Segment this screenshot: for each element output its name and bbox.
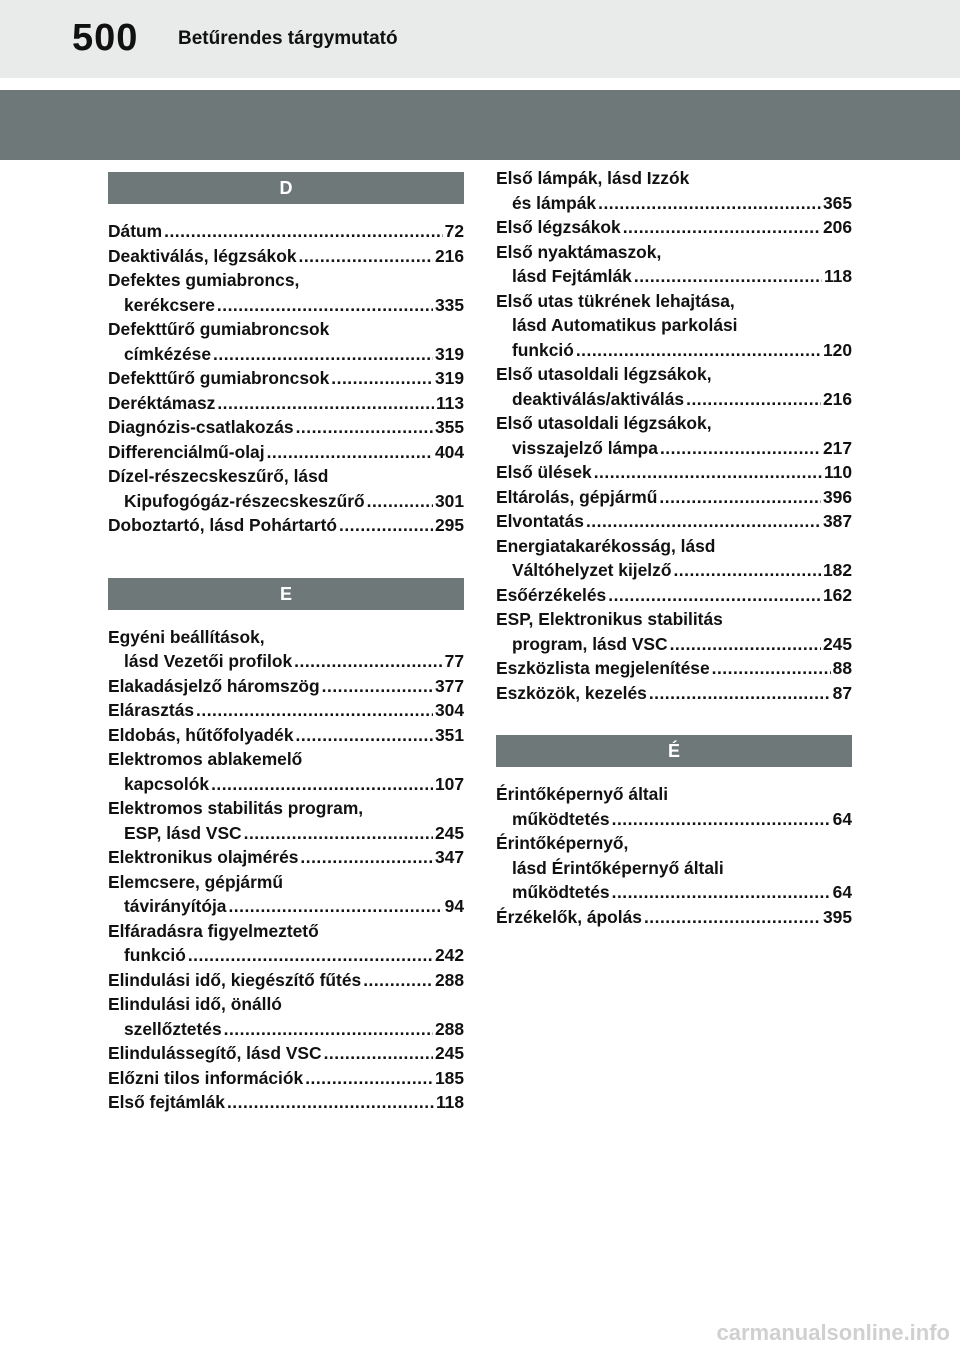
dot-leader [686,387,821,412]
entry-page-number[interactable]: 377 [434,675,464,696]
entry-line [496,558,852,583]
index-entry [108,674,464,699]
entry-line [108,845,464,870]
entry-line [496,856,852,881]
entry-text: Első lámpák, lásd Izzók [496,168,690,188]
entry-page-number[interactable]: 355 [434,417,464,437]
entry-line [496,387,852,412]
entry-page-number[interactable]: 64 [832,808,852,829]
entry-page-number[interactable]: 94 [444,896,464,916]
entry-text: Elindulási idő, önálló [108,994,282,1014]
entry-text: Érzékelők, ápolás [496,906,642,927]
dot-leader [217,391,434,416]
entry-line [496,681,852,706]
entry-text: Elektronikus olajmérés [108,847,299,867]
entry-page-number[interactable]: 347 [434,847,464,867]
index-entry [496,411,852,460]
entry-line [108,244,464,269]
entry-line [108,464,464,489]
entry-text: Diagnózis-csatlakozás [108,417,294,437]
entry-page-number[interactable]: 107 [434,773,464,794]
entry-page-number[interactable]: 64 [832,882,852,902]
entry-line [108,391,464,416]
section-header: É [496,735,852,767]
entry-text: Eldobás, hűtőfolyadék [108,724,294,745]
entry-line [108,440,464,465]
entry-line [496,807,852,832]
dot-leader [164,219,443,244]
entry-line [496,485,852,510]
dot-leader [670,632,821,657]
entry-line [496,607,852,632]
index-entry [496,289,852,363]
dot-leader [659,485,821,510]
index-entry [108,244,464,269]
entry-line [108,489,464,514]
index-entry [496,831,852,905]
entry-text: Differenciálmű-olaj [108,441,265,462]
entry-text: Deaktiválás, légzsákok [108,245,297,266]
index-entry [108,513,464,538]
index-entry [108,1066,464,1091]
entry-page-number[interactable]: 245 [822,633,852,654]
entry-page-number[interactable]: 351 [434,724,464,745]
entry-page-number[interactable]: 113 [435,392,464,413]
entry-line [108,366,464,391]
entry-line [496,338,852,363]
entry-line [108,625,464,650]
entry-text: Elektromos ablakemelő [108,749,303,769]
entry-text: Eszközök, kezelés [496,682,647,703]
entry-text: visszajelző lámpa [512,437,658,458]
entry-page-number[interactable]: 77 [444,651,464,671]
entry-page-number[interactable]: 245 [434,1043,464,1063]
index-column-right [496,166,852,929]
dot-leader [294,649,443,674]
dot-leader [586,509,821,534]
entry-text: Előzni tilos információk [108,1067,304,1088]
section-header: E [108,578,464,610]
entry-text: funkció [124,945,186,965]
entry-text: Első légzsákok [496,217,621,237]
dot-leader [299,244,433,269]
entry-text: Elakadásjelző háromszög [108,675,320,696]
entry-text: Doboztartó, lásd Pohártartó [108,515,337,535]
entry-text: Elárasztás [108,700,195,720]
dot-leader [339,513,433,538]
dot-leader [594,460,822,485]
entry-text: Elvontatás [496,511,584,531]
entry-line [108,674,464,699]
section-header: D [108,172,464,204]
entry-text: címkézése [124,343,212,364]
entry-text: Elektromos stabilitás program, [108,798,364,818]
entry-text: lásd Érintőképernyő általi [512,857,724,878]
dot-leader [244,821,433,846]
entry-page-number[interactable]: 395 [822,906,852,927]
index-entry [496,240,852,289]
entry-page-number[interactable]: 387 [822,511,852,531]
entry-text: Dátum [108,221,163,241]
entry-line [108,796,464,821]
entry-text: működtetés [512,808,610,829]
entry-text: Érintőképernyő általi [496,784,669,804]
entry-text: Érintőképernyő, [496,833,629,853]
page-number: 500 [72,17,139,59]
index-entry [108,391,464,416]
entry-line [108,747,464,772]
header-band [0,90,960,160]
entry-line [108,870,464,895]
entry-line [108,698,464,723]
entry-page-number[interactable]: 88 [832,658,852,678]
index-entry [496,782,852,831]
index-entry [108,919,464,968]
entry-line [108,513,464,538]
index-entry [108,464,464,513]
index-entry [108,415,464,440]
entry-line [108,1066,464,1091]
entry-page-number[interactable]: 87 [832,682,852,703]
dot-leader [227,1090,434,1115]
entry-text: deaktiválás/aktiválás [512,388,685,409]
entry-line [108,894,464,919]
entry-line [108,1041,464,1066]
entry-text: távirányítója [124,896,227,916]
entry-line [108,919,464,944]
dot-leader [598,191,821,216]
entry-page-number[interactable]: 118 [435,1092,464,1112]
entry-page-number[interactable]: 120 [822,339,852,360]
entry-text: Első utasoldali légzsákok, [496,364,712,384]
entry-line [496,313,852,338]
entry-line [496,166,852,191]
index-entry [496,215,852,240]
index-entry [108,796,464,845]
entry-page-number[interactable]: 245 [434,822,464,843]
entry-line [496,880,852,905]
dot-leader [634,264,822,289]
entry-text: Kipufogógáz-részecskeszűrő [124,490,365,511]
entry-page-number[interactable]: 301 [434,490,464,511]
entry-text: Defekttűrő gumiabroncsok [108,319,330,339]
entry-text: működtetés [512,882,610,902]
dot-leader [322,674,433,699]
entry-line [496,362,852,387]
entry-page-number[interactable]: 110 [823,462,852,482]
index-entry [496,534,852,583]
index-entry [496,460,852,485]
dot-leader [673,558,821,583]
dot-leader [612,807,831,832]
entry-line [108,293,464,318]
index-entry [108,625,464,674]
index-entry [496,656,852,681]
index-column-left [108,166,464,1115]
entry-page-number[interactable]: 206 [822,217,852,237]
dot-leader [296,415,433,440]
index-entry [496,607,852,656]
entry-text: Egyéni beállítások, [108,626,265,647]
entry-page-number[interactable]: 295 [434,515,464,535]
page-header [0,0,960,78]
entry-line [108,943,464,968]
entry-page-number[interactable]: 319 [434,343,464,364]
entry-line [496,411,852,436]
entry-line [496,534,852,559]
index-entry [496,681,852,706]
entry-line [108,268,464,293]
dot-leader [712,656,831,681]
entry-text: Első utas tükrének lehajtása, [496,290,735,311]
index-entry [108,268,464,317]
entry-page-number[interactable]: 216 [434,245,464,266]
dot-leader [612,880,831,905]
dot-leader [224,1017,433,1042]
entry-text: Defektes gumiabroncs, [108,270,300,290]
entry-page-number[interactable]: 216 [822,388,852,409]
dot-leader [217,293,433,318]
entry-page-number[interactable]: 217 [822,437,852,458]
entry-line [496,509,852,534]
watermark: carmanualsonline.info [716,1320,950,1345]
entry-line [108,317,464,342]
dot-leader [608,583,821,608]
index-entry [108,440,464,465]
entry-page-number[interactable]: 288 [434,969,464,990]
index-entry [496,509,852,534]
entry-text: Elindulási idő, kiegészítő fűtés [108,969,362,990]
entry-page-number[interactable]: 182 [822,560,852,580]
entry-line [108,1017,464,1042]
dot-leader [213,342,433,367]
index-entry [108,1041,464,1066]
entry-text: Dízel-részecskeszűrő, lásd [108,466,329,486]
dot-leader [324,1041,433,1066]
entry-page-number[interactable]: 365 [822,192,852,213]
dot-leader [367,489,433,514]
entry-text: Váltóhelyzet kijelző [512,560,672,580]
index-entry [108,747,464,796]
entry-line [108,821,464,846]
entry-text: Első utasoldali légzsákok, [496,413,712,433]
dot-leader [296,723,433,748]
index-entry [108,992,464,1041]
entry-line [108,219,464,244]
dot-leader [188,943,433,968]
dot-leader [305,1066,433,1091]
entry-text: lásd Automatikus parkolási [512,315,738,335]
entry-page-number[interactable]: 396 [822,486,852,507]
entry-text: Elemcsere, gépjármű [108,871,283,892]
entry-text: kerékcsere [124,294,215,315]
entry-line [108,342,464,367]
entry-line [108,723,464,748]
entry-text: Első fejtámlák [108,1092,225,1112]
entry-line [496,583,852,608]
entry-text: funkció [512,339,574,360]
entry-line [496,289,852,314]
entry-line [496,656,852,681]
entry-page-number[interactable]: 185 [434,1067,464,1088]
entry-text: Defekttűrő gumiabroncsok [108,368,330,388]
dot-leader [196,698,433,723]
entry-text: ESP, Elektronikus stabilitás [496,609,723,629]
index-entry [108,723,464,748]
entry-text: Esőérzékelés [496,584,607,605]
entry-text: lásd Fejtámlák [512,266,632,286]
entry-line [496,782,852,807]
entry-text: Első ülések [496,462,592,482]
entry-line [108,1090,464,1115]
entry-line [108,415,464,440]
entry-text: lásd Vezetői profilok [124,651,293,671]
entry-page-number[interactable]: 335 [434,294,464,315]
entry-text: Energiatakarékosság, lásd [496,535,716,556]
entry-line [496,905,852,930]
index-entry [108,1090,464,1115]
page-title: Betűrendes tárgymutató [178,28,398,49]
entry-page-number[interactable]: 319 [434,368,464,388]
dot-leader [649,681,831,706]
entry-page-number[interactable]: 304 [434,700,464,720]
entry-text: Eltárolás, gépjármű [496,486,658,507]
entry-text: ESP, lásd VSC [124,822,242,843]
dot-leader [331,366,433,391]
entry-text: Eszközlista megjelenítése [496,658,710,678]
dot-leader [228,894,442,919]
entry-text: Elindulássegítő, lásd VSC [108,1043,322,1063]
entry-page-number[interactable]: 118 [823,266,852,286]
entry-line [496,191,852,216]
entry-page-number[interactable]: 162 [822,584,852,605]
entry-text: Elfáradásra figyelmeztető [108,920,319,941]
entry-line [496,264,852,289]
entry-line [496,831,852,856]
index-entry [496,485,852,510]
index-entry [496,362,852,411]
entry-text: kapcsolók [124,773,210,794]
dot-leader [211,772,433,797]
index-entry [108,968,464,993]
index-entry [496,583,852,608]
index-entry [108,698,464,723]
dot-leader [660,436,821,461]
index-entry [108,219,464,244]
entry-text: és lámpák [512,192,597,213]
dot-leader [644,905,821,930]
entry-page-number[interactable]: 288 [434,1018,464,1039]
entry-text: Első nyaktámaszok, [496,241,662,262]
entry-page-number[interactable]: 242 [434,945,464,965]
entry-line [496,460,852,485]
dot-leader [300,845,433,870]
index-entry [108,366,464,391]
index-entry [496,166,852,215]
entry-line [108,992,464,1017]
dot-leader [363,968,433,993]
entry-page-number[interactable]: 72 [444,221,464,241]
dot-leader [623,215,821,240]
entry-text: szellőztetés [124,1018,222,1039]
entry-line [496,215,852,240]
dot-leader [267,440,433,465]
index-entry [108,870,464,919]
entry-line [108,772,464,797]
index-entry [108,845,464,870]
entry-text: program, lásd VSC [512,633,668,654]
index-entry [108,317,464,366]
entry-line [108,649,464,674]
entry-page-number[interactable]: 404 [434,441,464,462]
entry-line [496,240,852,265]
entry-line [496,632,852,657]
index-entry [496,905,852,930]
dot-leader [576,338,821,363]
entry-text: Deréktámasz [108,392,216,413]
entry-line [108,968,464,993]
entry-line [496,436,852,461]
